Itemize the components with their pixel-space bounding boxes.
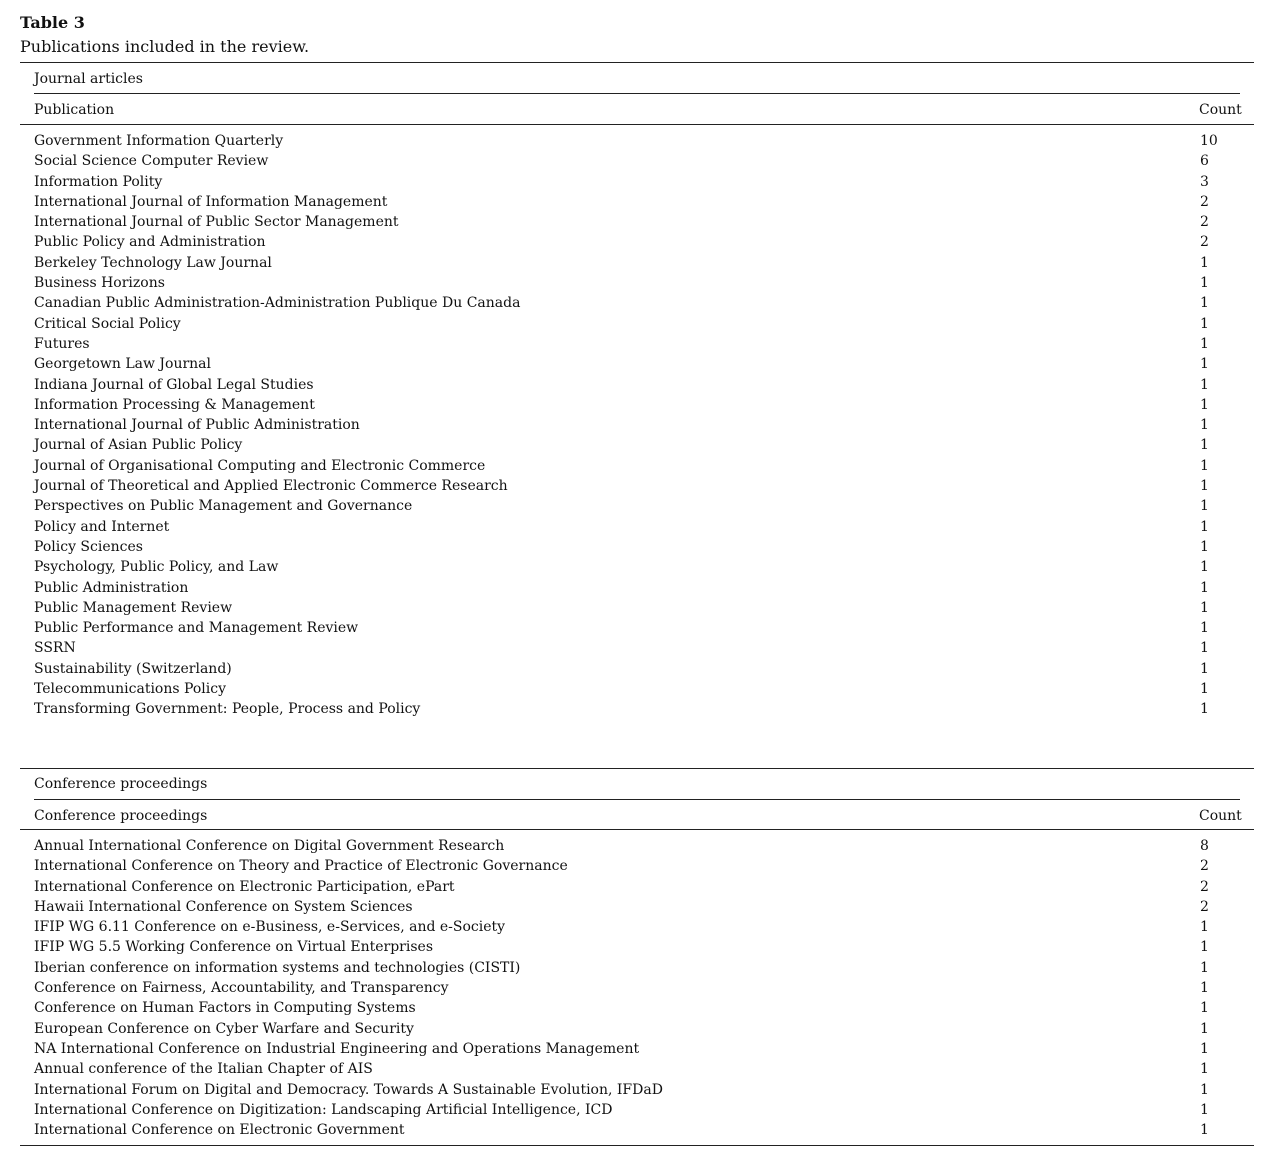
conferences-subrule xyxy=(34,799,1240,800)
publication-name: Annual conference of the Italian Chapter of AIS xyxy=(34,1061,373,1078)
table-row xyxy=(20,415,1254,435)
publication-name: Hawaii International Conference on System Sciences xyxy=(34,898,413,915)
conferences-header-publication: Conference proceedings xyxy=(34,808,208,824)
publication-name: European Conference on Cyber Warfare and Security xyxy=(34,1020,414,1037)
table-row xyxy=(20,334,1254,354)
publication-name: Public Policy and Administration xyxy=(34,234,266,251)
publication-name: Berkeley Technology Law Journal xyxy=(34,254,272,271)
publication-count: 1 xyxy=(1200,437,1209,454)
publication-name: Telecommunications Policy xyxy=(34,681,226,698)
publication-name: Public Administration xyxy=(34,579,189,596)
publication-count: 1 xyxy=(1200,1020,1209,1037)
table-row xyxy=(20,273,1254,293)
publication-name: Government Information Quarterly xyxy=(34,133,284,149)
publication-name: Policy Sciences xyxy=(34,538,143,555)
publication-name: Futures xyxy=(34,335,90,352)
top-rule xyxy=(20,62,1254,63)
publication-count: 2 xyxy=(1200,898,1209,915)
publication-count: 2 xyxy=(1200,214,1209,231)
table-row xyxy=(20,618,1254,638)
journals-section-title: Journal articles xyxy=(34,71,143,87)
table-row xyxy=(20,253,1254,273)
table-caption: Publications included in the review. xyxy=(20,37,310,56)
publication-count: 1 xyxy=(1200,417,1209,434)
table-row xyxy=(20,476,1254,496)
conferences-table-body xyxy=(20,836,1254,1140)
publication-count: 1 xyxy=(1200,376,1209,393)
journals-header-publication: Publication xyxy=(34,102,115,118)
table-row xyxy=(20,537,1254,557)
publication-count: 2 xyxy=(1200,878,1209,895)
publication-name: IFIP WG 5.5 Working Conference on Virtual Enterprises xyxy=(34,939,433,956)
publication-count: 2 xyxy=(1200,858,1209,875)
conferences-header-rule xyxy=(20,829,1254,830)
table-row xyxy=(20,375,1254,395)
publication-name: Social Science Computer Review xyxy=(34,153,269,170)
publication-count: 1 xyxy=(1200,939,1209,956)
table-row xyxy=(20,917,1254,937)
publication-name: Journal of Asian Public Policy xyxy=(34,437,243,454)
table-row xyxy=(20,293,1254,313)
table-row xyxy=(20,1039,1254,1059)
publication-name: Perspectives on Public Management and Governance xyxy=(34,498,413,515)
publication-name: Georgetown Law Journal xyxy=(34,356,212,373)
publication-name: International Conference on Electronic Participation, ePart xyxy=(34,878,455,895)
publication-count: 1 xyxy=(1200,559,1209,576)
publication-count: 1 xyxy=(1200,275,1209,292)
publication-count: 1 xyxy=(1200,701,1209,718)
journals-table-body xyxy=(20,131,1254,720)
publication-count: 1 xyxy=(1200,681,1209,698)
publication-name: Transforming Government: People, Process and Policy xyxy=(34,701,421,718)
publication-name: International Journal of Public Administration xyxy=(34,417,360,434)
table-row xyxy=(20,435,1254,455)
journals-subrule xyxy=(34,93,1240,94)
publication-name: Annual International Conference on Digital Government Research xyxy=(34,838,505,854)
publication-name: Policy and Internet xyxy=(34,518,170,535)
publication-count: 1 xyxy=(1200,396,1209,413)
table-row xyxy=(20,1120,1254,1140)
publication-name: IFIP WG 6.11 Conference on e-Business, e-Services, and e-Society xyxy=(34,919,506,936)
table-row xyxy=(20,1059,1254,1079)
publication-count: 8 xyxy=(1200,838,1209,854)
table-label: Table 3 xyxy=(20,13,85,32)
publication-count: 6 xyxy=(1200,153,1209,170)
publication-name: Information Polity xyxy=(34,173,163,190)
publication-count: 1 xyxy=(1200,254,1209,271)
publication-name: International Conference on Theory and Practice of Electronic Governance xyxy=(34,858,568,875)
publication-count: 1 xyxy=(1200,538,1209,555)
table-row xyxy=(20,212,1254,232)
conferences-section-title: Conference proceedings xyxy=(34,776,208,792)
publication-count: 1 xyxy=(1200,660,1209,677)
table-row xyxy=(20,151,1254,171)
publication-count: 1 xyxy=(1200,640,1209,657)
publication-count: 1 xyxy=(1200,599,1209,616)
publication-count: 1 xyxy=(1200,457,1209,474)
publication-count: 1 xyxy=(1200,579,1209,596)
publication-name: International Conference on Electronic Government xyxy=(34,1122,405,1139)
publication-name: Journal of Organisational Computing and Electronic Commerce xyxy=(34,457,486,474)
publication-name: Conference on Fairness, Accountability, and Transparency xyxy=(34,980,449,997)
table-row xyxy=(20,314,1254,334)
publication-name: Conference on Human Factors in Computing Systems xyxy=(34,1000,416,1017)
conferences-header-count: Count xyxy=(1199,808,1242,824)
publication-name: SSRN xyxy=(34,640,76,657)
publication-name: Business Horizons xyxy=(34,275,165,292)
table-row xyxy=(20,856,1254,876)
publication-count: 1 xyxy=(1200,315,1209,332)
publication-name: Canadian Public Administration-Administration Publique Du Canada xyxy=(34,295,521,312)
publication-name: International Journal of Public Sector Management xyxy=(34,214,399,231)
table-row xyxy=(20,998,1254,1018)
table-row xyxy=(20,836,1254,856)
publication-count: 1 xyxy=(1200,478,1209,495)
table-row xyxy=(20,699,1254,719)
publication-name: International Journal of Information Management xyxy=(34,193,388,210)
publication-count: 1 xyxy=(1200,335,1209,352)
publication-count: 1 xyxy=(1200,498,1209,515)
publication-count: 1 xyxy=(1200,1081,1209,1098)
table-row xyxy=(20,496,1254,516)
table-row xyxy=(20,978,1254,998)
publication-name: Public Performance and Management Review xyxy=(34,620,359,637)
table-row xyxy=(20,877,1254,897)
publication-name: Sustainability (Switzerland) xyxy=(34,660,232,677)
publication-count: 3 xyxy=(1200,173,1209,190)
journals-header-rule xyxy=(20,124,1254,125)
table-row xyxy=(20,659,1254,679)
table-row xyxy=(20,131,1254,151)
publication-count: 1 xyxy=(1200,620,1209,637)
table-row xyxy=(20,192,1254,212)
publication-count: 1 xyxy=(1200,356,1209,373)
publication-count: 2 xyxy=(1200,193,1209,210)
publication-name: Indiana Journal of Global Legal Studies xyxy=(34,376,314,393)
table-row xyxy=(20,172,1254,192)
publication-count: 2 xyxy=(1200,234,1209,251)
table-row xyxy=(20,638,1254,658)
publication-count: 1 xyxy=(1200,295,1209,312)
table-row xyxy=(20,354,1254,374)
publication-name: Public Management Review xyxy=(34,599,233,616)
publication-count: 1 xyxy=(1200,518,1209,535)
publication-name: NA International Conference on Industrial Engineering and Operations Management xyxy=(34,1040,640,1057)
journals-header-count: Count xyxy=(1199,102,1242,118)
publication-name: Iberian conference on information systems and technologies (CISTI) xyxy=(34,959,521,976)
table-row xyxy=(20,395,1254,415)
table-row xyxy=(20,897,1254,917)
publication-name: International Forum on Digital and Democracy. Towards A Sustainable Evolution, IFDaD xyxy=(34,1081,663,1098)
publication-count: 1 xyxy=(1200,1061,1209,1078)
table-row xyxy=(20,1100,1254,1120)
table-row xyxy=(20,958,1254,978)
publication-name: International Conference on Digitization: Landscaping Artificial Intelligence, ICD xyxy=(34,1101,613,1118)
table-row xyxy=(20,679,1254,699)
publication-count: 1 xyxy=(1200,959,1209,976)
table-row xyxy=(20,517,1254,537)
publication-count: 1 xyxy=(1200,1101,1209,1118)
table-row xyxy=(20,456,1254,476)
publication-name: Information Processing & Management xyxy=(34,396,315,413)
table-row xyxy=(20,578,1254,598)
publication-count: 1 xyxy=(1200,1040,1209,1057)
publication-name: Psychology, Public Policy, and Law xyxy=(34,559,279,576)
table-row xyxy=(20,232,1254,252)
publication-count: 1 xyxy=(1200,919,1209,936)
publication-name: Journal of Theoretical and Applied Electronic Commerce Research xyxy=(34,478,508,495)
publication-name: Critical Social Policy xyxy=(34,315,181,332)
table-row xyxy=(20,598,1254,618)
publication-count: 10 xyxy=(1200,133,1218,149)
table-row xyxy=(20,1080,1254,1100)
publication-count: 1 xyxy=(1200,1000,1209,1017)
publication-count: 1 xyxy=(1200,1122,1209,1139)
publication-count: 1 xyxy=(1200,980,1209,997)
bottom-rule xyxy=(20,1145,1254,1146)
table-row xyxy=(20,557,1254,577)
table-row xyxy=(20,937,1254,957)
conferences-top-rule xyxy=(20,768,1254,769)
table-row xyxy=(20,1019,1254,1039)
